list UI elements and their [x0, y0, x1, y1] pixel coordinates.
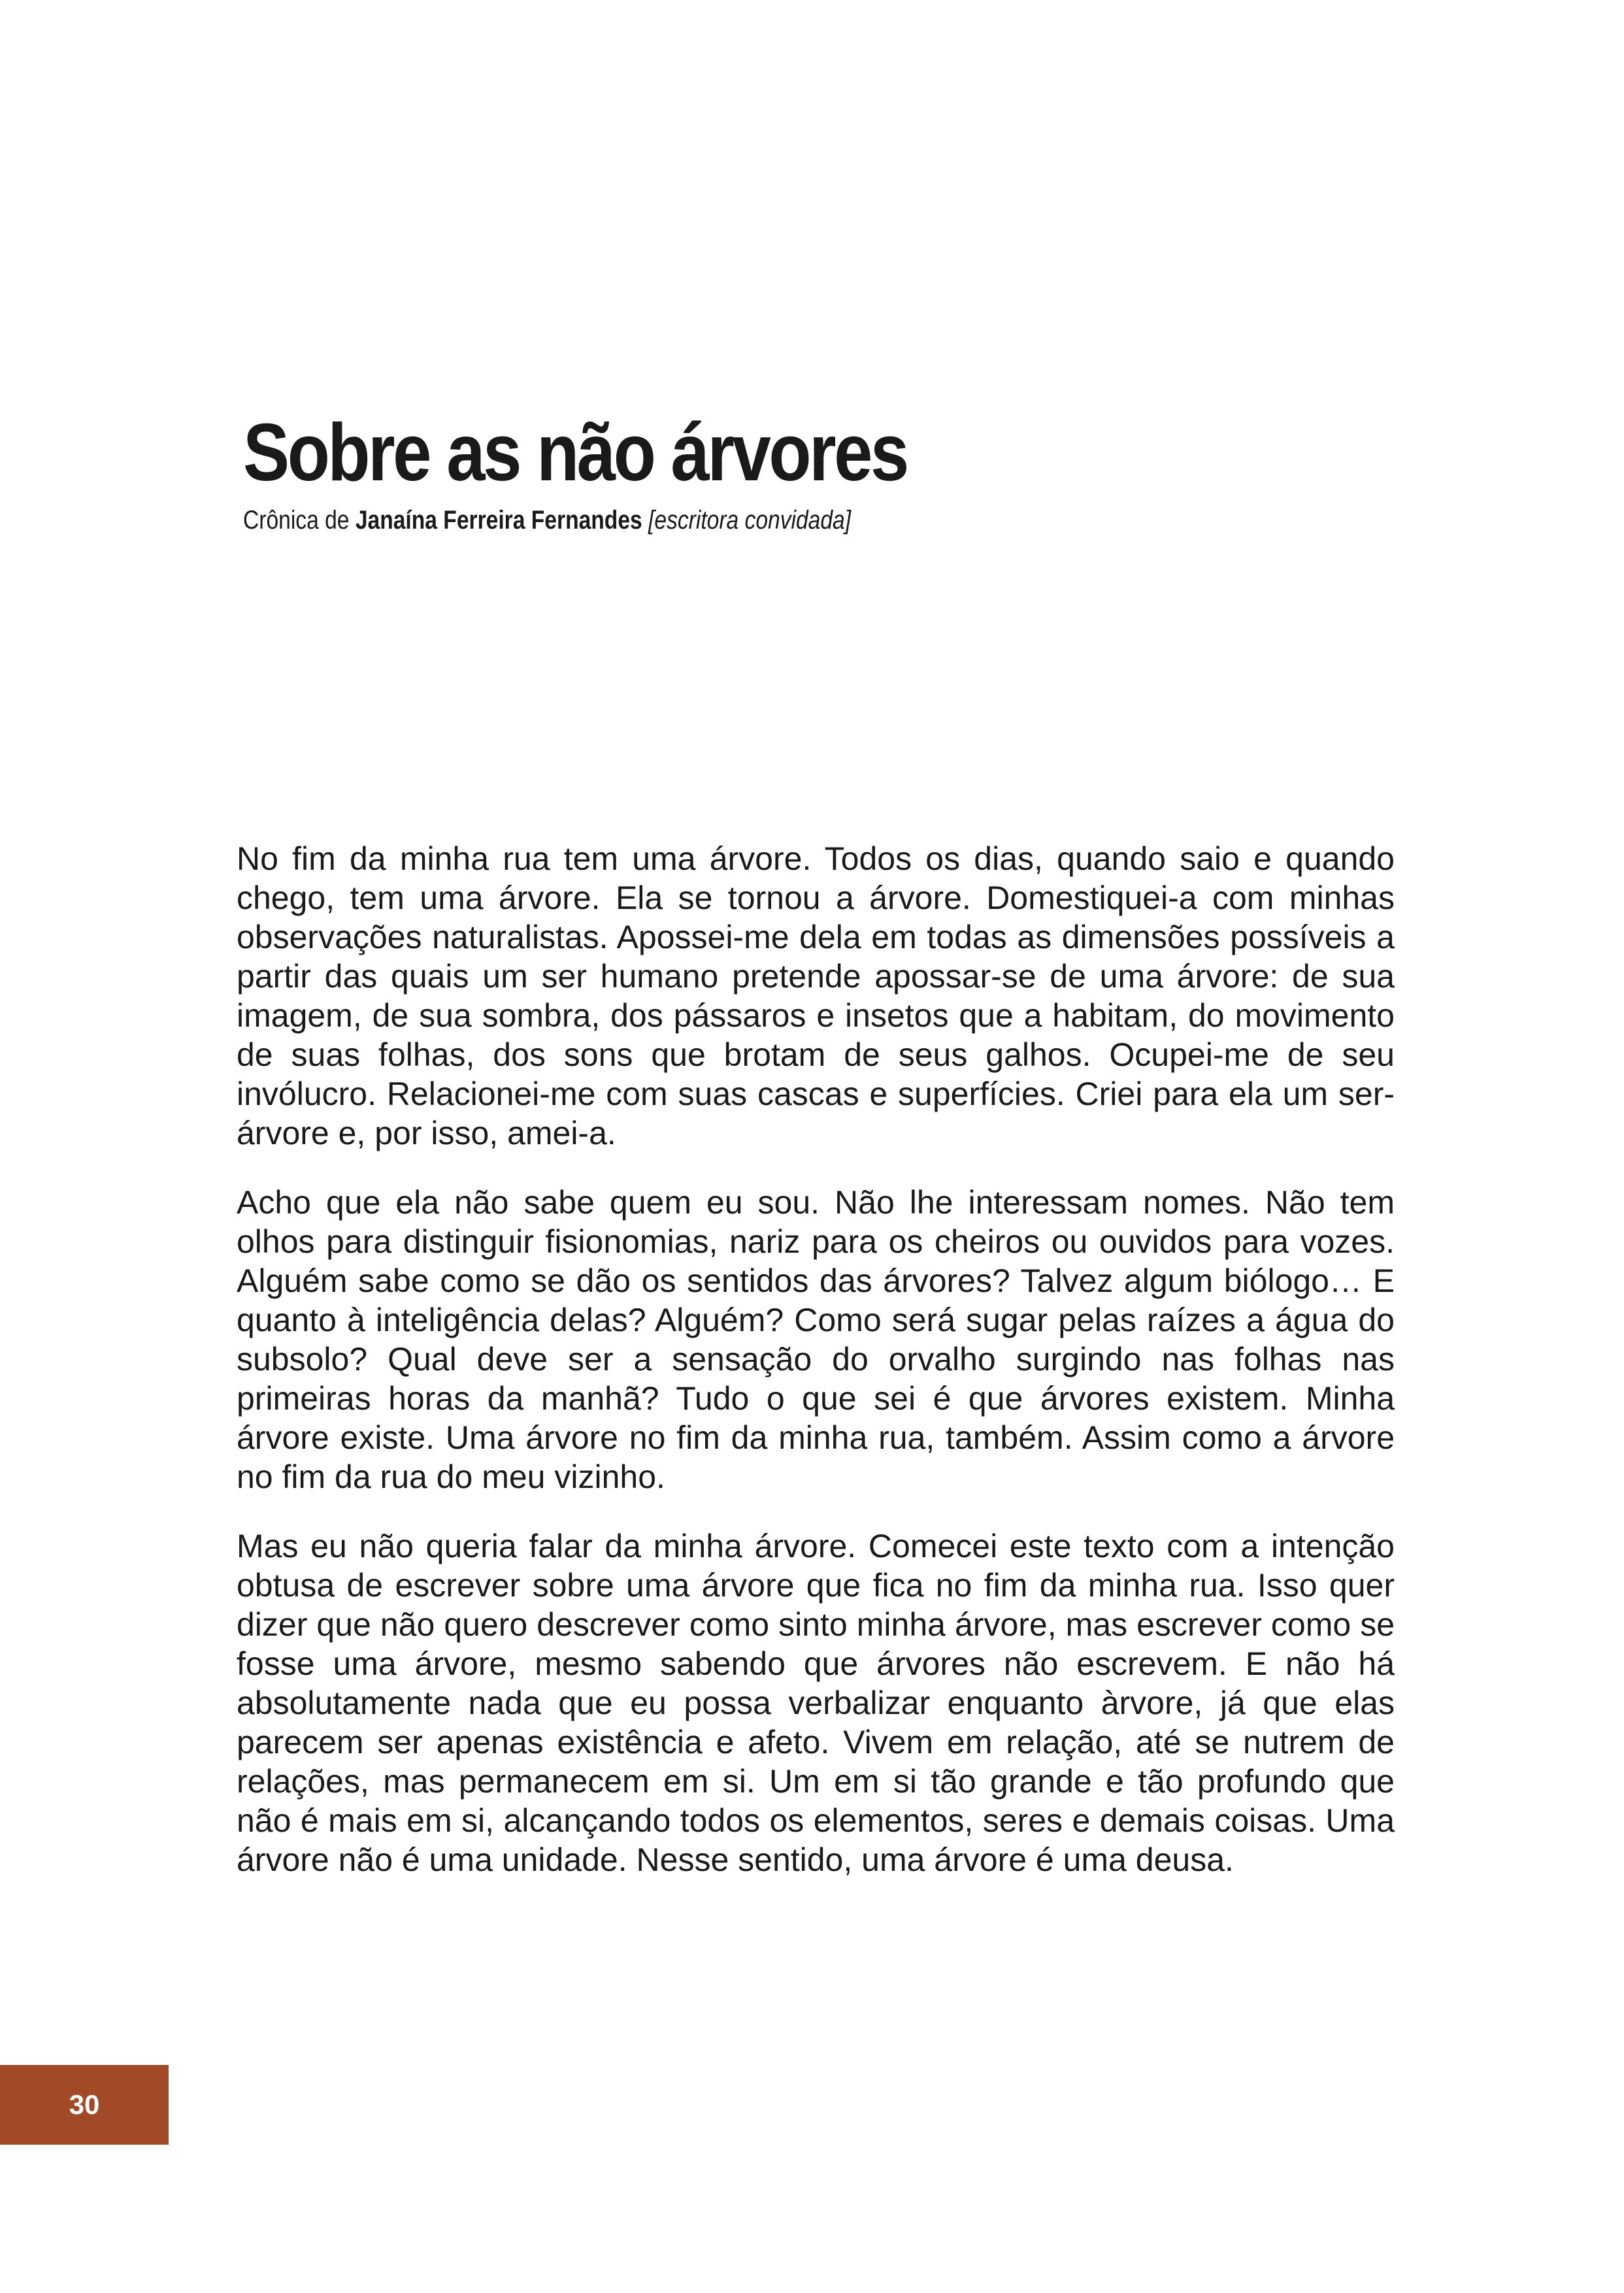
page-number-tab: [0, 2065, 169, 2145]
byline-prefix: Crônica de: [243, 506, 356, 535]
article-title: Sobre as não árvores: [243, 408, 907, 498]
author-role: [escritora convidada]: [648, 506, 852, 535]
page-number: 30: [69, 2089, 100, 2120]
paragraph-2: Acho que ela não sabe quem eu sou. Não lhe interessam nomes. Não tem olhos para distinguir fisionomias, nariz para os cheiros ou ouvidos para vozes. Alguém sabe como se dão os sentidos das árvores? Talvez algum biólogo… E quanto à inteligência delas? Alguém? Como será sugar pelas raízes a água do subsolo? Qual deve ser a sensação do orvalho surgindo nas folhas nas primeiras horas da manhã? Tudo o que sei é que árvores existem. Minha árvore existe. Uma árvore no fim da minha rua, também. Assim como a árvore no fim da rua do meu vizinho.: [237, 1184, 1395, 1495]
article-body: [237, 839, 1395, 1909]
article-byline: [243, 502, 851, 538]
paragraph-3: Mas eu não queria falar da minha árvore. Comecei este texto com a intenção obtusa de escrever sobre uma árvore que fica no fim da minha rua. Isso quer dizer que não quero descrever como sinto minha árvore, mas escrever como se fosse uma árvore, mesmo sabendo que árvores não escrevem. E não há absolutamente nada que eu possa verbalizar enquanto àrvore, já que elas parecem ser apenas existência e afeto. Vivem em relação, até se nutrem de relações, mas permanecem em si. Um em si tão grande e tão profundo que não é mais em si, alcançando todos os elementos, seres e demais coisas. Uma árvore não é uma unidade. Nesse sentido, uma árvore é uma deusa.: [237, 1528, 1395, 1878]
author-name: Janaína Ferreira Fernandes: [355, 506, 642, 535]
paragraph-1: No fim da minha rua tem uma árvore. Todos os dias, quando saio e quando chego, tem uma árvore. Ela se tornou a árvore. Domestiquei-a com minhas observações naturalistas. Apossei-me dela em todas as dimensões possíveis a partir das quais um ser humano pretende apossar-se de uma árvore: de sua imagem, de sua sombra, dos pássaros e insetos que a habitam, do movimento de suas folhas, dos sons que brotam de seus galhos. Ocupei-me de seu invólucro. Relacionei-me com suas cascas e superfícies. Criei para ela um ser-árvore e, por isso, amei-a.: [237, 840, 1395, 1151]
